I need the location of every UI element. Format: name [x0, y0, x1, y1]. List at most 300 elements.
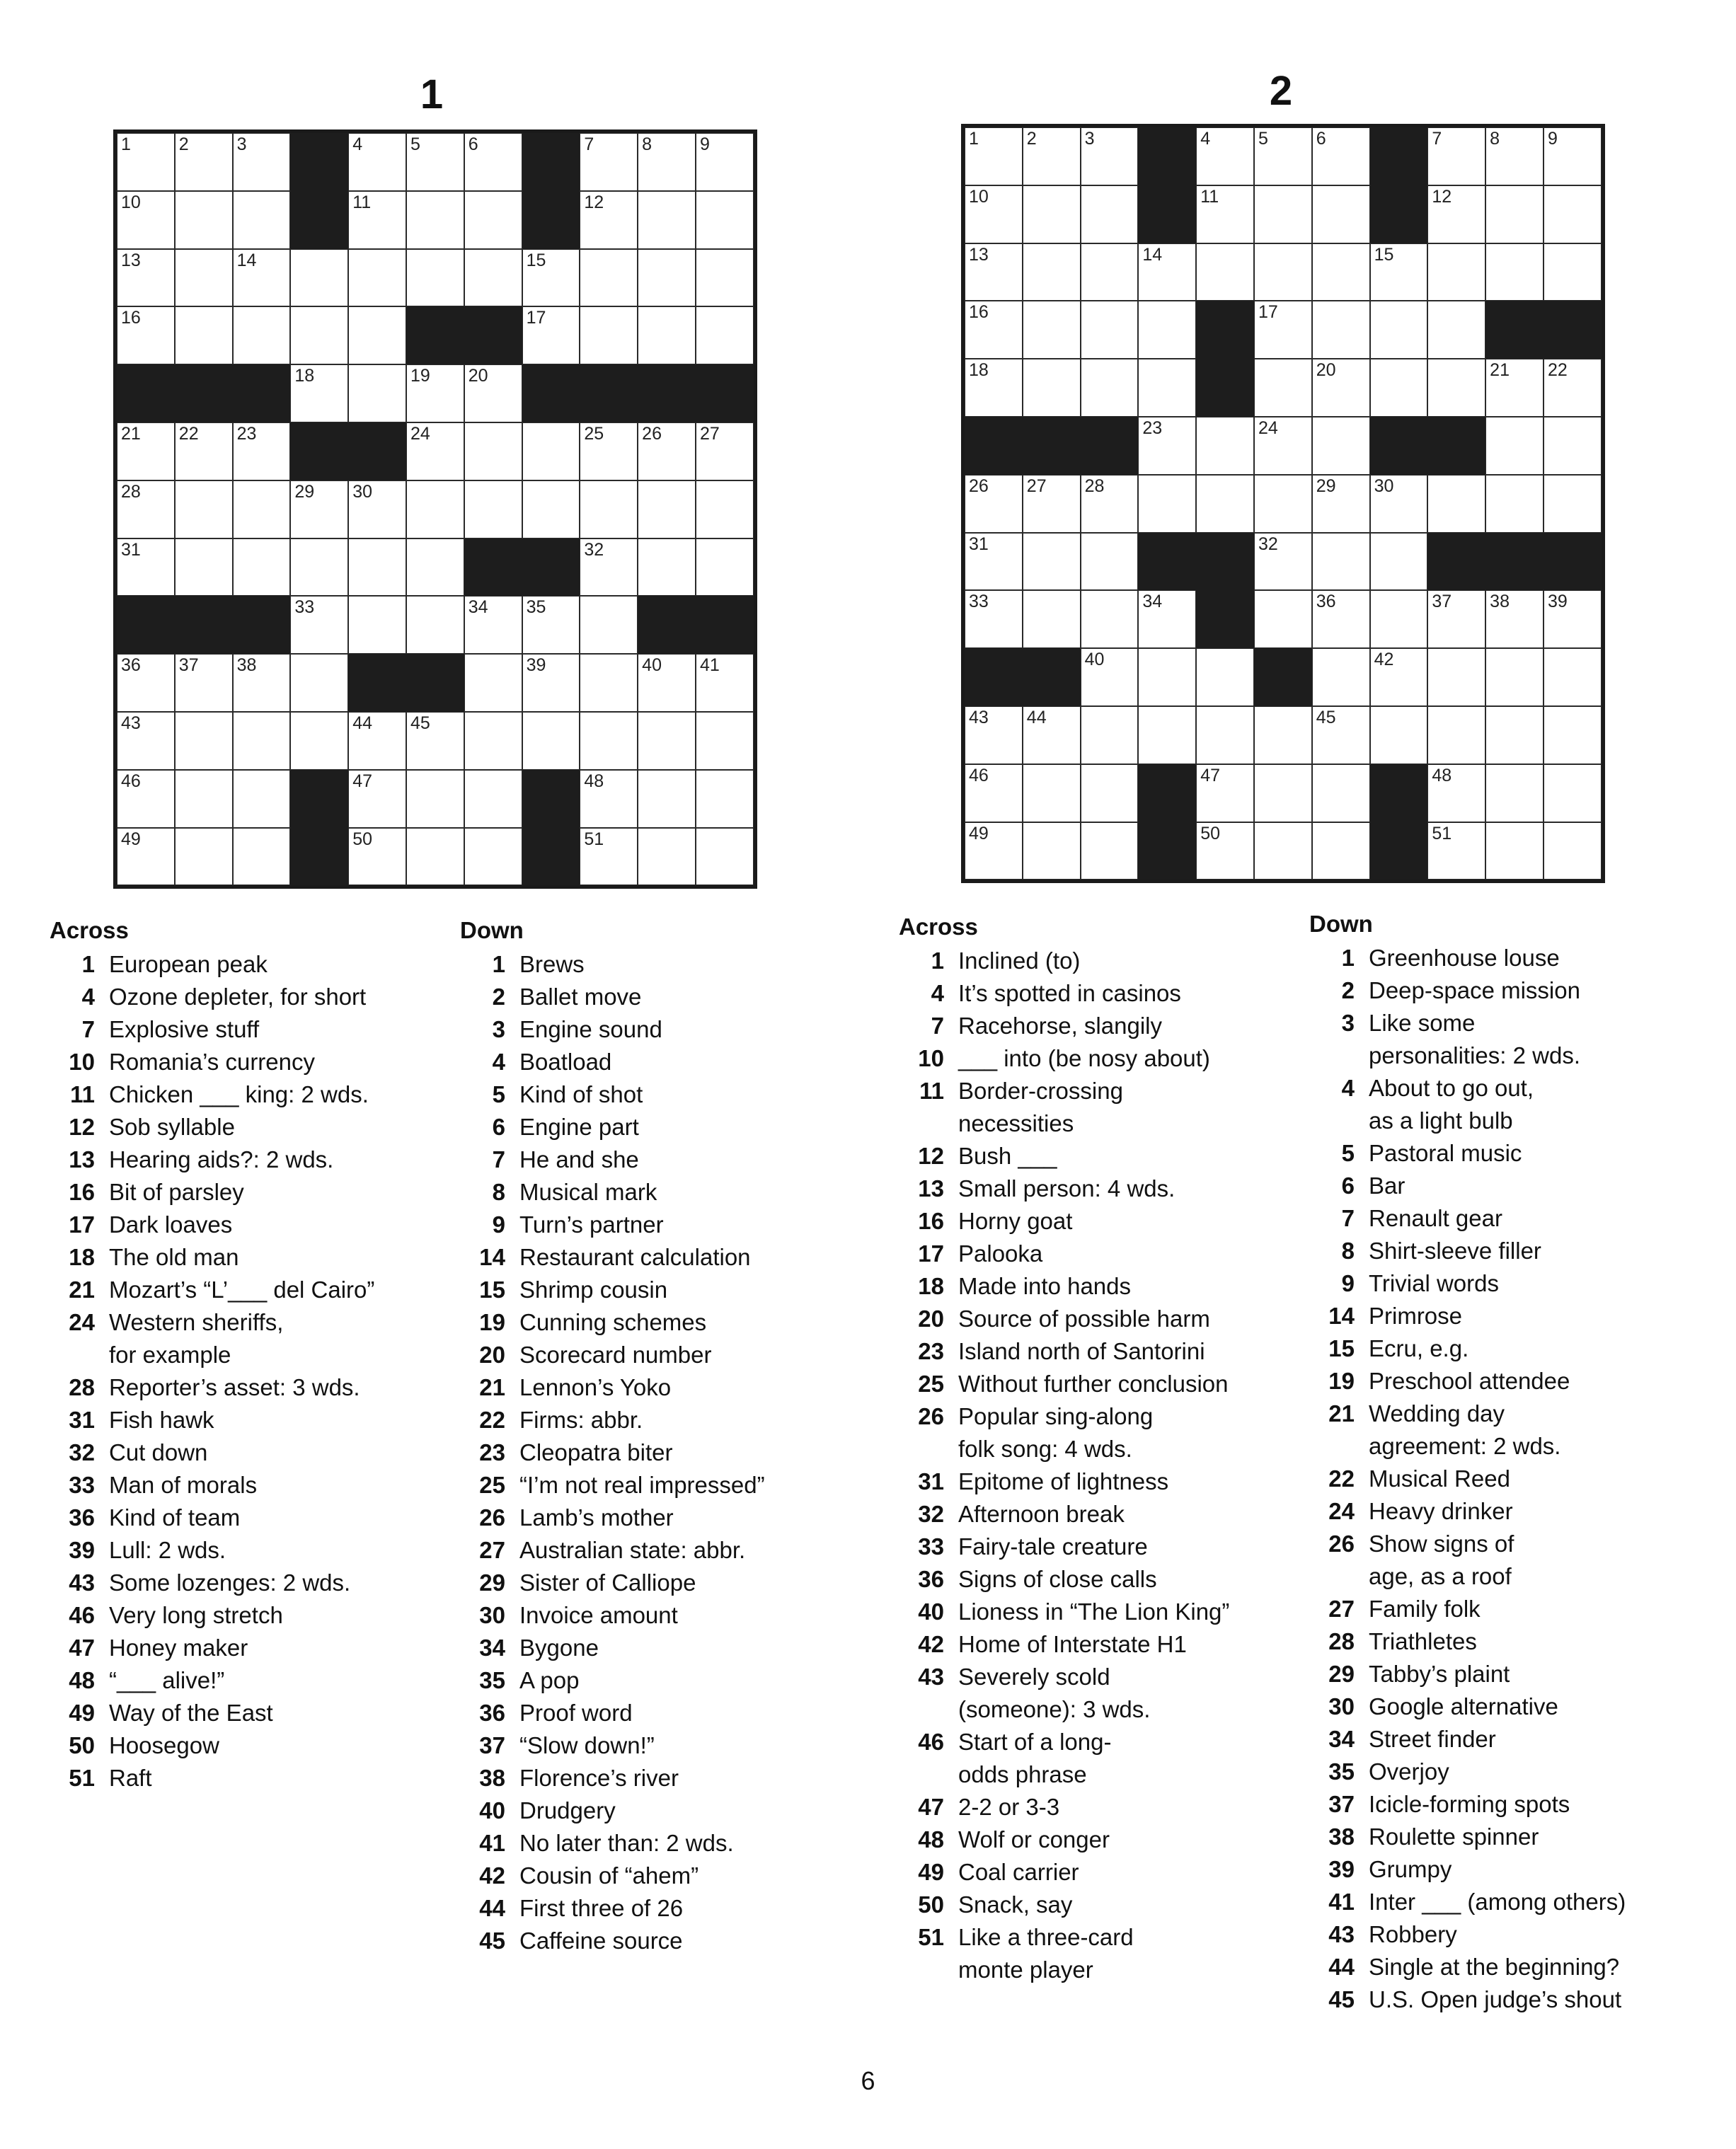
grid-cell[interactable] [1312, 706, 1370, 764]
grid-cell[interactable] [1196, 648, 1254, 706]
clue-down [460, 1274, 856, 1306]
grid-cell[interactable] [1023, 533, 1081, 591]
grid-cell[interactable] [1427, 185, 1485, 243]
grid-cell[interactable] [522, 654, 580, 712]
grid-cell[interactable] [406, 828, 464, 886]
clue-text [519, 1371, 856, 1404]
grid-cell[interactable] [406, 422, 464, 480]
cell-number: 30 [1374, 476, 1394, 496]
grid-cell[interactable] [1081, 648, 1139, 706]
grid-cell[interactable] [348, 306, 406, 364]
grid-cell[interactable] [348, 480, 406, 538]
grid-cell[interactable] [1485, 127, 1544, 185]
grid-cell[interactable] [1138, 590, 1196, 648]
grid-cell[interactable] [348, 191, 406, 249]
grid-cell[interactable] [638, 306, 696, 364]
clue-text [1369, 1365, 1720, 1398]
grid-cell[interactable] [1370, 706, 1428, 764]
grid-cell[interactable] [1370, 590, 1428, 648]
grid-cell[interactable] [1485, 243, 1544, 301]
grid-cell[interactable] [965, 822, 1023, 880]
clue-text [109, 1599, 446, 1632]
clue-down [1309, 1202, 1720, 1235]
clue-text [958, 1465, 1309, 1498]
grid-cell[interactable] [1370, 648, 1428, 706]
cell-number: 44 [352, 713, 372, 733]
grid-cell[interactable] [348, 596, 406, 654]
grid-cell[interactable] [580, 480, 638, 538]
grid-cell[interactable] [1081, 764, 1139, 822]
grid-cell[interactable] [175, 712, 233, 770]
grid-cell[interactable] [464, 249, 522, 307]
grid-cell[interactable] [1138, 417, 1196, 475]
grid-cell[interactable] [175, 422, 233, 480]
grid-cell[interactable] [406, 364, 464, 422]
grid-cell[interactable] [1485, 648, 1544, 706]
grid-cell[interactable] [233, 191, 291, 249]
grid-cell[interactable] [1544, 822, 1602, 880]
grid-cell[interactable] [1081, 475, 1139, 533]
grid-cell[interactable] [1485, 822, 1544, 880]
grid-cell[interactable] [1544, 243, 1602, 301]
grid-cell[interactable] [1023, 359, 1081, 417]
grid-cell[interactable] [117, 480, 175, 538]
grid-cell[interactable] [1312, 301, 1370, 359]
grid-cell[interactable] [522, 306, 580, 364]
grid-cell[interactable] [1312, 764, 1370, 822]
clue-text [958, 1075, 1309, 1140]
grid-cell[interactable] [464, 364, 522, 422]
grid-cell[interactable] [1196, 127, 1254, 185]
grid-cell[interactable] [290, 538, 348, 597]
grid-cell[interactable] [233, 538, 291, 597]
cell-number: 43 [969, 707, 989, 727]
cell-number: 15 [1374, 244, 1394, 265]
grid-cell[interactable] [1544, 127, 1602, 185]
grid-cell[interactable] [348, 828, 406, 886]
clue-down [1309, 1137, 1720, 1170]
grid-cell[interactable] [580, 654, 638, 712]
cell-number: 11 [1200, 186, 1219, 207]
grid-cell[interactable] [406, 770, 464, 828]
grid-cell[interactable] [1138, 648, 1196, 706]
grid-cell[interactable] [348, 712, 406, 770]
grid-cell[interactable] [117, 538, 175, 597]
grid-cell[interactable] [406, 133, 464, 191]
grid-cell[interactable] [348, 538, 406, 597]
grid-cell[interactable] [965, 185, 1023, 243]
clue-line: Firms: abbr. [519, 1407, 643, 1433]
grid-cell[interactable] [965, 764, 1023, 822]
grid-cell[interactable] [1081, 359, 1139, 417]
grid-cell[interactable] [175, 538, 233, 597]
grid-cell[interactable] [1023, 127, 1081, 185]
grid-cell[interactable] [1485, 475, 1544, 533]
grid-cell-black [1370, 764, 1428, 822]
grid-cell[interactable] [1196, 475, 1254, 533]
grid-cell[interactable] [1023, 475, 1081, 533]
clue-number: 4 [492, 1049, 505, 1075]
grid-cell[interactable] [233, 249, 291, 307]
grid-cell[interactable] [233, 828, 291, 886]
grid-cell[interactable] [117, 191, 175, 249]
clue-text [958, 1270, 1309, 1303]
grid-cell[interactable] [965, 706, 1023, 764]
clue-text [958, 1661, 1309, 1726]
grid-cell[interactable] [1427, 243, 1485, 301]
grid-cell[interactable] [522, 249, 580, 307]
clue-down [1309, 1918, 1720, 1951]
clue-across [899, 1270, 1309, 1303]
clue-across [50, 1078, 446, 1111]
clue-text [1369, 1886, 1720, 1918]
grid-cell[interactable] [290, 712, 348, 770]
grid-cell[interactable] [233, 133, 291, 191]
grid-cell[interactable] [1544, 590, 1602, 648]
clue-line: Ozone depleter, for short [109, 984, 367, 1010]
clue-text [519, 1209, 856, 1241]
grid-cell[interactable] [1023, 243, 1081, 301]
grid-cell[interactable] [580, 538, 638, 597]
grid-cell[interactable] [580, 422, 638, 480]
cell-number: 51 [584, 829, 604, 849]
grid-cell[interactable] [1312, 185, 1370, 243]
grid-cell[interactable] [696, 306, 754, 364]
grid-cell[interactable] [1485, 417, 1544, 475]
grid-cell[interactable] [290, 306, 348, 364]
grid-cell[interactable] [348, 364, 406, 422]
grid-cell[interactable] [1254, 706, 1312, 764]
clue-number: 40 [479, 1797, 505, 1824]
grid-cell[interactable] [1544, 417, 1602, 475]
grid-cell[interactable] [1254, 185, 1312, 243]
clue-number: 2 [1341, 977, 1355, 1003]
grid-cell[interactable] [1312, 822, 1370, 880]
grid-cell[interactable] [1312, 359, 1370, 417]
grid-cell[interactable] [1081, 185, 1139, 243]
grid-cell[interactable] [1196, 764, 1254, 822]
grid-cell[interactable] [1427, 359, 1485, 417]
grid-cell[interactable] [580, 249, 638, 307]
grid-cell[interactable] [1370, 243, 1428, 301]
clue-down [460, 1371, 856, 1404]
clue-line: Show signs of [1369, 1531, 1514, 1557]
grid-cell[interactable] [1427, 590, 1485, 648]
grid-cell[interactable] [1254, 822, 1312, 880]
grid-cell[interactable] [1254, 417, 1312, 475]
grid-cell[interactable] [522, 480, 580, 538]
grid-cell[interactable] [1544, 359, 1602, 417]
grid-cell[interactable] [580, 828, 638, 886]
grid-cell[interactable] [175, 306, 233, 364]
grid-cell[interactable] [348, 770, 406, 828]
grid-cell[interactable] [1312, 127, 1370, 185]
grid-cell[interactable] [1023, 185, 1081, 243]
grid-cell[interactable] [696, 422, 754, 480]
grid-cell[interactable] [1370, 533, 1428, 591]
grid-cell[interactable] [1544, 764, 1602, 822]
grid-cell[interactable] [233, 306, 291, 364]
grid-cell[interactable] [406, 249, 464, 307]
clue-line: Musical mark [519, 1179, 657, 1205]
grid-cell[interactable] [638, 133, 696, 191]
grid-cell[interactable] [580, 596, 638, 654]
grid-cell[interactable] [696, 249, 754, 307]
grid-cell[interactable] [522, 596, 580, 654]
grid-cell[interactable] [1485, 764, 1544, 822]
clue-line: Shrimp cousin [519, 1277, 668, 1303]
grid-cell[interactable] [1254, 533, 1312, 591]
grid-cell[interactable] [1138, 301, 1196, 359]
grid-cell[interactable] [638, 538, 696, 597]
grid-cell[interactable] [117, 422, 175, 480]
clue-number: 5 [1341, 1140, 1355, 1166]
grid-cell[interactable] [965, 359, 1023, 417]
grid-cell[interactable] [117, 306, 175, 364]
grid-cell[interactable] [696, 191, 754, 249]
grid-cell[interactable] [1023, 706, 1081, 764]
grid-cell[interactable] [1138, 475, 1196, 533]
grid-cell[interactable] [1485, 185, 1544, 243]
grid-cell[interactable] [580, 191, 638, 249]
grid-cell-black [1138, 127, 1196, 185]
clue-line: Source of possible harm [958, 1306, 1210, 1332]
clue-line: Very long stretch [109, 1602, 283, 1628]
grid-cell[interactable] [175, 133, 233, 191]
grid-cell[interactable] [233, 712, 291, 770]
grid-cell[interactable] [1081, 301, 1139, 359]
grid-cell[interactable] [117, 654, 175, 712]
grid-cell[interactable] [464, 828, 522, 886]
grid-cell[interactable] [1023, 822, 1081, 880]
grid-cell[interactable] [1254, 127, 1312, 185]
clue-text [1369, 1690, 1720, 1723]
cell-number: 23 [1142, 417, 1163, 438]
grid-cell[interactable] [1312, 648, 1370, 706]
grid-cell[interactable] [1485, 359, 1544, 417]
grid-cell[interactable] [464, 133, 522, 191]
clue-line: as a light bulb [1369, 1107, 1513, 1134]
clue-number: 36 [479, 1700, 505, 1726]
grid-cell[interactable] [638, 770, 696, 828]
clue-across [899, 1856, 1309, 1889]
clue-text [519, 1013, 856, 1046]
grid-cell[interactable] [406, 480, 464, 538]
grid-cell[interactable] [1485, 590, 1544, 648]
clue-across [899, 1368, 1309, 1400]
grid-cell[interactable] [965, 533, 1023, 591]
grid-cell[interactable] [580, 306, 638, 364]
grid-cell[interactable] [638, 480, 696, 538]
cell-number: 1 [969, 129, 979, 149]
grid-cell[interactable] [175, 480, 233, 538]
grid-cell[interactable] [1023, 764, 1081, 822]
grid-cell[interactable] [696, 480, 754, 538]
grid-cell[interactable] [1370, 301, 1428, 359]
clue-across [50, 1762, 446, 1794]
grid-cell[interactable] [696, 654, 754, 712]
grid-cell[interactable] [1485, 706, 1544, 764]
cell-number: 18 [969, 360, 989, 381]
grid-cell[interactable] [1427, 127, 1485, 185]
grid-cell[interactable] [1138, 243, 1196, 301]
grid-cell[interactable] [965, 243, 1023, 301]
clue-text [519, 1436, 856, 1469]
grid-cell[interactable] [1023, 590, 1081, 648]
grid-cell[interactable] [175, 828, 233, 886]
grid-cell[interactable] [348, 249, 406, 307]
grid-cell[interactable] [638, 712, 696, 770]
grid-cell[interactable] [464, 770, 522, 828]
grid-cell[interactable] [1081, 243, 1139, 301]
grid-cell[interactable] [1312, 533, 1370, 591]
grid-cell[interactable] [1081, 706, 1139, 764]
clue-number: 34 [479, 1635, 505, 1661]
grid-cell[interactable] [290, 364, 348, 422]
grid-cell[interactable] [1544, 648, 1602, 706]
grid-cell[interactable] [696, 828, 754, 886]
grid-cell[interactable] [1081, 127, 1139, 185]
clue-text [109, 1371, 446, 1404]
grid-cell[interactable] [175, 654, 233, 712]
grid-cell[interactable] [580, 712, 638, 770]
grid-cell[interactable] [1370, 359, 1428, 417]
grid-cell[interactable] [233, 654, 291, 712]
clue-text [958, 1205, 1309, 1238]
grid-cell[interactable] [638, 249, 696, 307]
grid-cell[interactable] [1312, 475, 1370, 533]
grid-cell[interactable] [1138, 359, 1196, 417]
grid-cell[interactable] [406, 712, 464, 770]
clue-across [50, 948, 446, 981]
grid-cell[interactable] [638, 654, 696, 712]
grid-cell[interactable] [1427, 475, 1485, 533]
grid-cell[interactable] [1081, 822, 1139, 880]
grid-cell-black [175, 364, 233, 422]
grid-cell[interactable] [696, 770, 754, 828]
grid-cell[interactable] [1254, 475, 1312, 533]
grid-cell[interactable] [1544, 475, 1602, 533]
grid-cell-black [290, 828, 348, 886]
grid-cell[interactable] [348, 133, 406, 191]
grid-cell[interactable] [1427, 648, 1485, 706]
grid-cell[interactable] [117, 133, 175, 191]
grid-cell[interactable] [464, 191, 522, 249]
grid-cell[interactable] [1254, 764, 1312, 822]
grid-cell[interactable] [233, 480, 291, 538]
grid-cell[interactable] [1312, 243, 1370, 301]
grid-cell[interactable] [638, 191, 696, 249]
grid-cell[interactable] [696, 538, 754, 597]
grid-cell-black [117, 364, 175, 422]
grid-cell[interactable] [175, 191, 233, 249]
grid-cell[interactable] [1427, 706, 1485, 764]
grid-cell[interactable] [1312, 417, 1370, 475]
grid-cell-black [1370, 417, 1428, 475]
grid-cell[interactable] [464, 480, 522, 538]
grid-cell[interactable] [175, 249, 233, 307]
grid-cell[interactable] [464, 712, 522, 770]
grid-cell[interactable] [175, 770, 233, 828]
grid-cell[interactable] [638, 422, 696, 480]
grid-cell[interactable] [290, 480, 348, 538]
grid-cell[interactable] [1023, 301, 1081, 359]
grid-cell[interactable] [1081, 533, 1139, 591]
grid-cell[interactable] [117, 249, 175, 307]
grid-cell[interactable] [290, 654, 348, 712]
grid-cell-black [348, 422, 406, 480]
grid-cell[interactable] [406, 538, 464, 597]
grid-cell[interactable] [965, 475, 1023, 533]
grid-cell[interactable] [580, 133, 638, 191]
grid-cell[interactable] [464, 654, 522, 712]
grid-cell[interactable] [1196, 822, 1254, 880]
grid-cell[interactable] [1427, 822, 1485, 880]
grid-cell[interactable] [406, 596, 464, 654]
grid-cell[interactable] [1544, 706, 1602, 764]
clue-text [109, 1046, 446, 1078]
grid-cell[interactable] [1196, 243, 1254, 301]
clue-down [1309, 1690, 1720, 1723]
grid-cell[interactable] [464, 422, 522, 480]
grid-cell[interactable] [1370, 475, 1428, 533]
grid-cell[interactable] [522, 712, 580, 770]
grid-cell[interactable] [1138, 706, 1196, 764]
grid-cell[interactable] [1254, 243, 1312, 301]
grid-cell[interactable] [117, 828, 175, 886]
grid-cell[interactable] [1196, 417, 1254, 475]
grid-cell[interactable] [965, 127, 1023, 185]
grid-cell-black [1370, 127, 1428, 185]
clue-text [109, 1143, 446, 1176]
grid-cell[interactable] [965, 590, 1023, 648]
grid-cell[interactable] [965, 301, 1023, 359]
grid-cell[interactable] [1196, 706, 1254, 764]
grid-cell[interactable] [522, 422, 580, 480]
grid-cell[interactable] [580, 770, 638, 828]
cell-number: 16 [969, 302, 989, 323]
grid-cell[interactable] [1081, 590, 1139, 648]
grid-cell[interactable] [1254, 301, 1312, 359]
clue-line: Cunning schemes [519, 1309, 707, 1335]
grid-cell[interactable] [1312, 590, 1370, 648]
grid-cell[interactable] [1196, 185, 1254, 243]
grid-cell[interactable] [1544, 185, 1602, 243]
grid-cell[interactable] [638, 828, 696, 886]
clue-number: 26 [479, 1504, 505, 1531]
grid-cell[interactable] [1427, 764, 1485, 822]
grid-cell[interactable] [233, 770, 291, 828]
clue-text [519, 1078, 856, 1111]
clue-number: 36 [69, 1504, 95, 1531]
clue-number: 47 [69, 1635, 95, 1661]
grid-cell[interactable] [233, 422, 291, 480]
grid-cell[interactable] [117, 712, 175, 770]
clue-across [899, 1889, 1309, 1921]
clue-down [460, 1697, 856, 1729]
clue-number: 43 [69, 1569, 95, 1596]
grid-cell[interactable] [464, 596, 522, 654]
grid-cell[interactable] [696, 133, 754, 191]
grid-cell[interactable] [696, 712, 754, 770]
grid-cell[interactable] [1254, 590, 1312, 648]
grid-cell[interactable] [117, 770, 175, 828]
grid-cell[interactable] [1427, 301, 1485, 359]
grid-cell[interactable] [1254, 359, 1312, 417]
grid-cell[interactable] [290, 596, 348, 654]
grid-cell[interactable] [290, 249, 348, 307]
grid-cell[interactable] [406, 191, 464, 249]
